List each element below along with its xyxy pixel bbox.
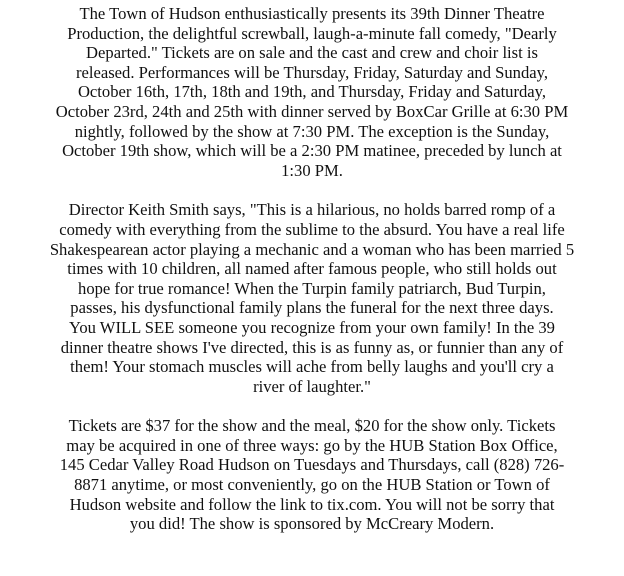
text-line: nightly, followed by the show at 7:30 PM. The exception is the Sunday,: [74, 121, 550, 141]
text-line: 1:30 PM.: [281, 160, 343, 180]
text-line: October 16th, 17th, 18th and 19th, and Thursday, Friday and Saturday,: [77, 82, 547, 102]
text-line: Production, the delightful screwball, laugh-a-minute fall comedy, "Dearly: [67, 23, 557, 43]
text-line: may be acquired in one of three ways: go by the HUB Station Box Office,: [66, 435, 558, 455]
paragraph-announcement: [30, 4, 594, 180]
text-line: you did! The show is sponsored by McCreary Modern.: [129, 514, 495, 534]
text-line: hope for true romance! When the Turpin family patriarch, Bud Turpin,: [78, 278, 546, 298]
text-line: them! Your stomach muscles will ache from belly laughs and you'll cry a: [70, 357, 554, 377]
text-line: Hudson website and follow the link to tix.com. You will not be sorry that: [69, 494, 555, 514]
text-line: passes, his dysfunctional family plans the funeral for the next three days.: [70, 298, 554, 318]
text-line: comedy with everything from the sublime to the absurd. You have a real life: [59, 219, 565, 239]
text-line: Departed." Tickets are on sale and the cast and crew and choir list is: [86, 43, 538, 63]
paragraph-director-quote: [30, 200, 594, 396]
text-line: 8871 anytime, or most conveniently, go on the HUB Station or Town of: [74, 475, 550, 495]
text-line: October 23rd, 24th and 25th with dinner served by BoxCar Grille at 6:30 PM: [55, 101, 569, 121]
text-line: dinner theatre shows I've directed, this is as funny as, or funnier than any of: [60, 337, 564, 357]
text-line: Shakespearean actor playing a mechanic and a woman who has been married 5: [49, 239, 575, 259]
text-line: times with 10 children, all named after famous people, who still holds out: [67, 259, 557, 279]
text-line: Director Keith Smith says, "This is a hilarious, no holds barred romp of a: [68, 200, 556, 220]
text-line: You WILL SEE someone you recognize from your own family! In the 39: [69, 317, 555, 337]
text-line: The Town of Hudson enthusiastically presents its 39th Dinner Theatre: [79, 4, 545, 23]
text-line: released. Performances will be Thursday, Friday, Saturday and Sunday,: [75, 62, 549, 82]
text-line: October 19th show, which will be a 2:30 PM matinee, preceded by lunch at: [62, 141, 562, 161]
text-line: Tickets are $37 for the show and the meal, $20 for the show only. Tickets: [68, 416, 556, 436]
paragraph-tickets: [30, 416, 594, 534]
text-line: 145 Cedar Valley Road Hudson on Tuesdays and Thursdays, call (828) 726-: [59, 455, 565, 475]
text-line: river of laughter.": [253, 376, 371, 396]
